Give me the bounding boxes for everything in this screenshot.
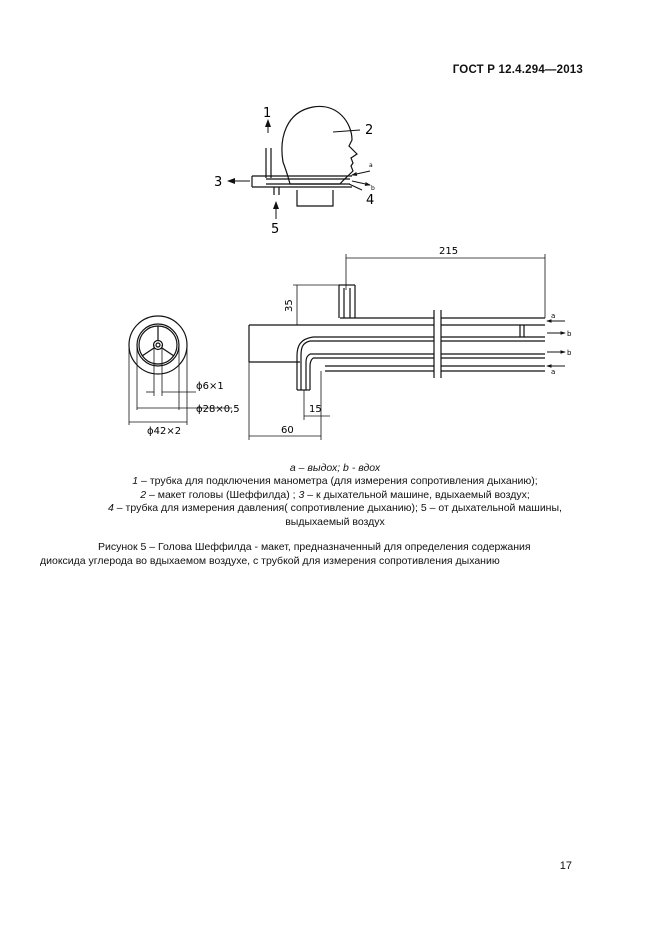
document-header: ГОСТ Р 12.4.294—2013 xyxy=(452,64,583,76)
flow-label-a-bottom: a xyxy=(551,368,556,376)
dim-inlet: 60 xyxy=(281,425,294,436)
figure-legend xyxy=(40,475,630,529)
label-b-small: b xyxy=(371,185,375,192)
label-5: 5 xyxy=(271,222,280,237)
legend-line-3: 4 – трубка для измерения давления( сопротивление дыханию); 5 – от дыхательной машины, xyxy=(108,502,562,514)
legend-line-4: выдыхаемый воздух xyxy=(285,515,385,528)
neck xyxy=(297,190,333,206)
dim-d-small: ϕ6×1 xyxy=(196,381,224,392)
label-4: 4 xyxy=(366,193,375,208)
head-profile xyxy=(282,106,357,184)
page-number: 17 xyxy=(559,860,572,872)
dim-length: 215 xyxy=(439,246,459,257)
flow-label-b-top: b xyxy=(567,330,572,338)
head-arrows xyxy=(228,120,370,219)
legend-line-1: 1 – трубка для подключения манометра (для измерения сопротивления дыханию); xyxy=(132,475,538,487)
figure-title-line-2: диоксида углерода во вдыхаемом воздухе, с трубкой для измерения сопротивления дыханию xyxy=(40,554,500,567)
legend-line-2: 2 – макет головы (Шеффилда) ; 3 – к дыхательной машине, вдыхаемый воздух; xyxy=(140,488,530,501)
dim-offset: 15 xyxy=(309,404,322,415)
dim-d-mid: ϕ28×0,5 xyxy=(196,404,240,415)
legend-key: a – выдох; b - вдох xyxy=(289,462,381,474)
flow-arrows xyxy=(547,321,565,366)
label-3: 3 xyxy=(214,175,223,190)
dim-d-outer: ϕ42×2 xyxy=(147,426,182,437)
label-1: 1 xyxy=(263,106,272,121)
cross-section xyxy=(129,316,187,374)
dim-height: 35 xyxy=(284,299,295,312)
flow-label-b-bottom: b xyxy=(567,349,572,357)
label-a-small: a xyxy=(369,162,373,169)
figure-title xyxy=(40,541,635,568)
flow-label-a-top: a xyxy=(551,312,556,320)
tube-dimension-lines xyxy=(249,254,545,440)
figure-title-line-1: Рисунок 5 – Голова Шеффилда - макет, предназначенный для определения содержания xyxy=(98,541,531,553)
label-2: 2 xyxy=(365,123,374,138)
